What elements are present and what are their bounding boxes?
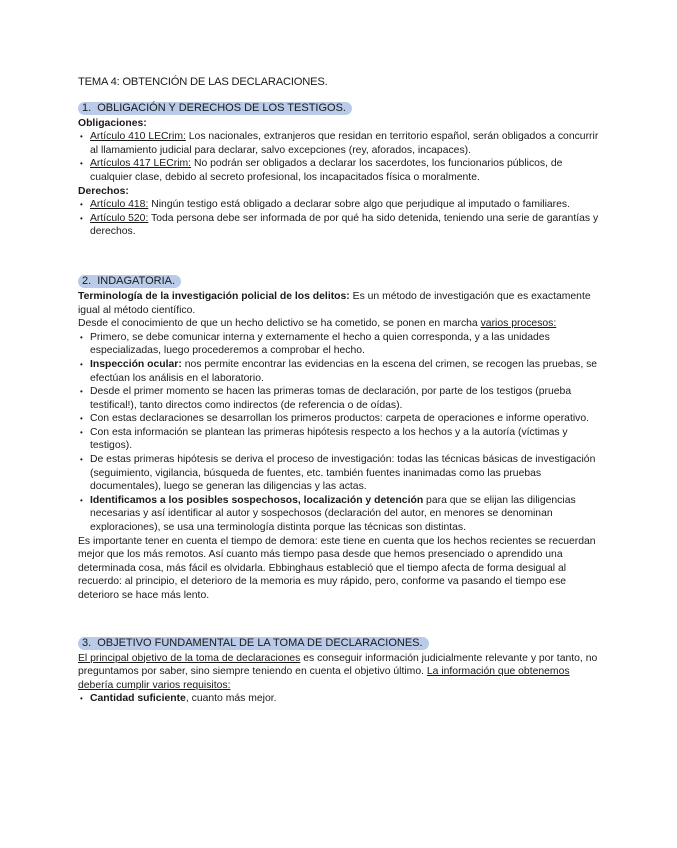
list-item bbox=[78, 157, 603, 184]
section-title: OBJETIVO FUNDAMENTAL DE LA TOMA DE DECLARACIONES. bbox=[97, 636, 423, 649]
obligaciones-list bbox=[78, 130, 603, 184]
list-item bbox=[78, 426, 603, 453]
paragraph bbox=[78, 317, 603, 331]
bold-text: Cantidad suficiente bbox=[90, 693, 186, 705]
list-item bbox=[78, 130, 603, 157]
bold-text: Inspección ocular: bbox=[90, 358, 182, 370]
list-item-text: Desde el primer momento se hacen las primeras tomas de declaración, por parte de los testigos (prueba testifical!), tanto directos como indirectos (de referencia o de oídas). bbox=[90, 386, 572, 411]
list-item-text: De estas primeras hipótesis se deriva el proceso de investigación: todas las técnicas básicas de investigación (seguimiento, vigilancia, búsqueda de fuentes, etc. también fuentes inanimadas como las pruebas documentales), luego se generan las diligencias y las actas. bbox=[90, 454, 596, 493]
list-item-text: Con estas declaraciones se desarrollan los primeros productos: carpeta de operaciones e informe operativo. bbox=[90, 413, 590, 425]
underlined-text: La información que obtenemos debería cumplir varios requisitos: bbox=[78, 666, 570, 691]
body-text: es conseguir información judicialmente relevante y por tanto, no preguntamos por saber, sino siempre teniendo en cuenta el objetivo último. bbox=[78, 652, 598, 678]
document-page bbox=[78, 76, 603, 720]
underlined-text: El principal objetivo de la toma de declaraciones bbox=[78, 652, 301, 664]
paragraph: Es importante tener en cuenta el tiempo de demora: este tiene en cuenta que los hechos recientes se recuerdan mejor que los más remotos. Así cuanto más tiempo pasa desde que hemos presenciado o aprendido una determinada cosa, más fácil es olvidarla. Ebbinghaus estableció que el tiempo afecta de forma desigual al recuerdo: al principio, el deterioro de la memoria es muy rápido, pero, conforme va pasando el tiempo ese deterioro se hace más lento. bbox=[78, 535, 596, 601]
derechos-label: Derechos: bbox=[78, 185, 129, 197]
section-heading bbox=[78, 275, 181, 288]
article-ref: Artículo 410 LECrim: bbox=[90, 131, 186, 143]
section-heading bbox=[78, 637, 429, 650]
requisitos-list bbox=[78, 692, 603, 706]
list-item bbox=[78, 385, 603, 412]
list-item bbox=[78, 358, 603, 385]
list-item bbox=[78, 453, 603, 494]
paragraph bbox=[78, 652, 603, 693]
list-item-text: Toda persona debe ser informada de por qué ha sido detenida, teniendo una serie de garantías y derechos. bbox=[90, 212, 599, 238]
bold-text: Terminología de la investigación policial de los delitos: bbox=[78, 290, 350, 302]
list-item-text: No podrán ser obligados a declarar los sacerdotes, los funcionarios públicos, de cualquier clase, debido al secreto profesional, los incapacitados física o moralmente. bbox=[90, 158, 563, 183]
list-item bbox=[78, 412, 603, 426]
list-item bbox=[78, 198, 603, 212]
list-item-text: Con esta información se plantean las primeras hipótesis respecto a los hechos y a la autoría (víctimas y testigos). bbox=[90, 426, 568, 452]
list-item-text: para que se elijan las diligencias necesarias y así identificar al autor y sospechosos (declaración del autor, en menores se denominan exploraciones), se usa una terminología distinta porque las técnicas son distintas. bbox=[90, 494, 576, 534]
obligaciones-label: Obligaciones: bbox=[78, 117, 147, 129]
article-ref: Artículo 418: bbox=[90, 199, 149, 211]
list-item-text: Los nacionales, extranjeros que residan en territorio español, serán obligados a concurrir al llamamiento judicial para declarar, salvo excepciones (rey, aforados, incapaces). bbox=[90, 131, 599, 156]
article-ref: Artículos 417 LECrim: bbox=[90, 158, 192, 170]
body-text: Es un método de investigación que es exactamente igual al método científico. bbox=[78, 290, 591, 316]
section-obligacion-derechos bbox=[78, 102, 603, 239]
document-title: TEMA 4: OBTENCIÓN DE LAS DECLARACIONES. bbox=[78, 76, 328, 88]
underlined-text: varios procesos: bbox=[480, 318, 557, 330]
section-title: INDAGATORIA. bbox=[97, 274, 176, 287]
section-indagatoria bbox=[78, 275, 603, 603]
derechos-list bbox=[78, 198, 603, 239]
section-number: 1. bbox=[82, 101, 92, 114]
body-text: Desde el conocimiento de que un hecho delictivo se ha cometido, se ponen en marcha bbox=[78, 318, 481, 330]
article-ref: Artículo 520: bbox=[90, 212, 149, 224]
list-item bbox=[78, 692, 603, 706]
section-heading bbox=[78, 102, 352, 115]
bold-text: Identificamos a los posibles sospechosos, localización y detención bbox=[90, 494, 424, 506]
section-number: 2. bbox=[82, 274, 92, 287]
list-item-text: , cuanto más mejor. bbox=[185, 693, 277, 705]
section-objetivo bbox=[78, 637, 603, 706]
list-item bbox=[78, 331, 603, 358]
list-item-text: Primero, se debe comunicar interna y externamente el hecho a quien corresponda, y a las unidades especializadas, luego procederemos a comprobar el hecho. bbox=[90, 331, 550, 357]
procesos-list bbox=[78, 331, 603, 535]
list-item-text: Ningún testigo está obligado a declarar sobre algo que perjudique al imputado o familiares. bbox=[148, 199, 571, 211]
list-item bbox=[78, 212, 603, 239]
section-number: 3. bbox=[82, 636, 92, 649]
list-item bbox=[78, 494, 603, 535]
section-title: OBLIGACIÓN Y DERECHOS DE LOS TESTIGOS. bbox=[97, 101, 346, 114]
paragraph bbox=[78, 290, 603, 317]
list-item-text: nos permite encontrar las evidencias en la escena del crimen, se recogen las pruebas, se efectúan los análisis en el laboratorio. bbox=[90, 358, 598, 384]
